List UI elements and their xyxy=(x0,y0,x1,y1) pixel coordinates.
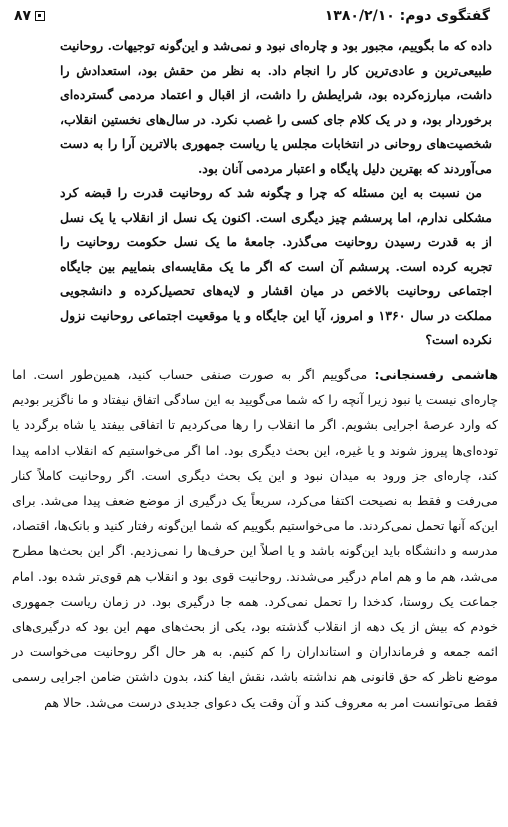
interviewer-question xyxy=(60,34,492,353)
running-title: گفتگوی دوم: ۱۳۸۰/۲/۱۰ xyxy=(324,8,490,24)
speaker-name: هاشمی رفسنجانی: xyxy=(374,367,498,382)
interviewee-answer xyxy=(12,362,498,715)
answer-paragraph xyxy=(12,362,498,715)
answer-text: می‌گوییم اگر به صورت صنفی حساب کنید، همین‌طور است. اما چاره‌ای نیست یا نبود زیرا آنچه را که شما می‌گویید به این سادگی اتفاق نیفتاد و ما ناگزیر بودیم که وارد عرصهٔ اجرایی بشویم. اگر ما انقلاب را رها می‌کردیم تا اتفاقی بیفتد یا شاه برگردد یا توده‌ای‌ها پیروز شوند و یا غیره، این بحث دیگری بود. اما اگر می‌خواستیم که انقلاب ادامه پیدا کند، چاره‌ای جز ورود به میدان نبود و این یک بحث دیگری است. اگر روحانیت کاملاً کنار می‌رفت و فقط به نصیحت اکتفا می‌کرد، سریعاً یک درگیری از موضع ضعف پیدا می‌شد. برای این‌که آنها تحمل نمی‌کردند. ما می‌خواستیم بگوییم که شما این‌گونه رفتار کنید و بانک‌ها، اقتصاد، مدرسه و دانشگاه باید این‌گونه باشد و یا اصلاً این حرف‌ها را نمی‌زدیم. اگر این بحث‌ها مطرح می‌شد، هم ما و هم امام درگیر می‌شدند. روحانیت قوی بود و انقلاب هم قوی‌تر شده بود. امام جماعت یک روستا، کدخدا را تحمل نمی‌کرد. همه جا درگیری بود. در زمان ریاست جمهوری خودم که بیش از یک دهه از انقلاب گذشته بود، یکی از بحث‌های مهم این بود که درگیری‌های ائمه جمعه و فرمانداران و استانداران را کم کنیم. به هر حال اگر روحانیت می‌خواست در موضع ناظر که حق قانونی هم نداشته باشد، نقش ایفا کند، بدون داشتن ضامن اجرایی رسمی فقط می‌توانست امر به معروف کند و آن وقت یک دعوای جدیدی درست می‌شد. حالا هم xyxy=(12,367,498,710)
page-number-group xyxy=(14,8,45,24)
question-paragraph-2: من نسبت به این مسئله که چرا و چگونه شد که روحانیت قدرت را قبضه کرد مشکلی ندارم، اما پرسشم چیز دیگری است. اکنون یک نسل از انقلاب یا یک نسل از به قدرت رسیدن روحانیت می‌گذرد. جامعهٔ ما یک نسل حکومت روحانیت را تجربه کرده است. پرسشم آن است که اگر ما یک مقایسه‌ای بنماییم بین جایگاه اجتماعی روحانیت بالاخص در میان اقشار و لایه‌های تحصیل‌کرده و دانشجویی مملکت در سال ۱۳۶۰ و امروز، آیا این جایگاه و یا موقعیت اجتماعی روحانیت نزول نکرده است؟ xyxy=(60,185,493,347)
page-header xyxy=(14,4,490,28)
square-separator-icon xyxy=(35,11,45,21)
page-number: ۸۷ xyxy=(14,8,32,24)
question-paragraph-1: داده که ما بگوییم، مجبور بود و چاره‌ای نبود و نمی‌شد و این‌گونه توجیهات. روحانیت طبیعی‌ترین و عادی‌ترین کار را انجام داد. به نظر من حقش بود، استعدادش را داشت، مبارزه‌کرده بود، شرایطش را داشت، از اقبال و اعتماد مردمی گسترده‌ای برخوردار بود، و در یک کلام جای کسی را غصب نکرد. در سال‌های نخستین انقلاب، شخصیت‌های روحانی در انتخابات مجلس یا ریاست جمهوری بالاترین آرا را به دست می‌آوردند که بهترین دلیل پایگاه و اعتبار مردمی آنان بود. xyxy=(60,38,492,176)
